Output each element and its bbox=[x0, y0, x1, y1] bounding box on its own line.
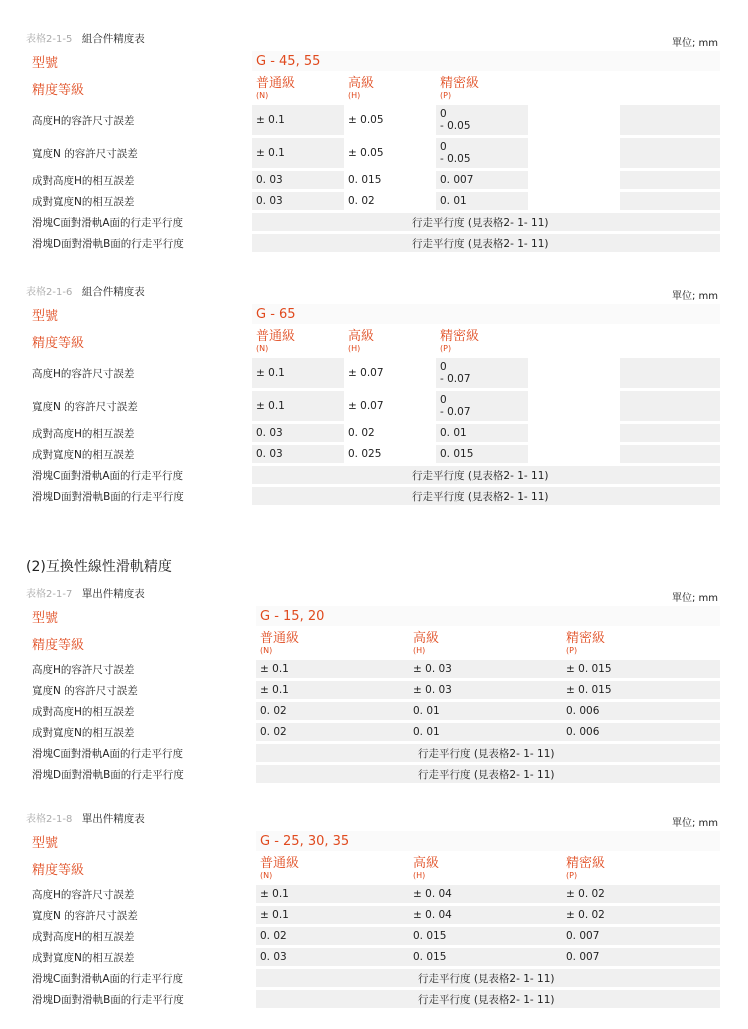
table-caption bbox=[26, 30, 720, 48]
table-row: 寬度N 的容許尺寸誤差 ± 0.1 ± 0. 04 ± 0. 02 bbox=[26, 906, 720, 924]
grade-label: 精度等級 bbox=[32, 82, 85, 98]
table-caption bbox=[26, 810, 720, 828]
table-row: 成對寬度N的相互誤差 0. 03 0. 02 0. 01 bbox=[26, 192, 720, 210]
precision-table bbox=[26, 828, 720, 1011]
unit-label: 單位; mm bbox=[671, 38, 718, 49]
table-row: 寬度N 的容許尺寸誤差 ± 0.1 ± 0. 03 ± 0. 015 bbox=[26, 681, 720, 699]
table-caption bbox=[26, 283, 720, 301]
table-title: 組合件精度表 bbox=[81, 286, 145, 298]
grade-precision: 精密級 (P) bbox=[566, 855, 606, 880]
table-row: 成對寬度N的相互誤差 0. 03 0. 025 0. 015 bbox=[26, 445, 720, 463]
table-row: 滑塊D面對滑軌B面的行走平行度 行走平行度 (見表格2- 1- 11) bbox=[26, 990, 720, 1008]
table-row: 滑塊D面對滑軌B面的行走平行度 行走平行度 (見表格2- 1- 11) bbox=[26, 487, 720, 505]
grade-row bbox=[26, 629, 720, 657]
table-2-1-7 bbox=[26, 585, 720, 786]
grade-label: 精度等級 bbox=[32, 637, 85, 653]
model-value: G - 65 bbox=[252, 304, 720, 324]
model-row bbox=[26, 606, 720, 626]
table-row: 滑塊C面對滑軌A面的行走平行度 行走平行度 (見表格2- 1- 11) bbox=[26, 213, 720, 231]
model-row bbox=[26, 304, 720, 324]
table-row: 滑塊D面對滑軌B面的行走平行度 行走平行度 (見表格2- 1- 11) bbox=[26, 765, 720, 783]
table-row: 成對高度H的相互誤差 0. 02 0. 015 0. 007 bbox=[26, 927, 720, 945]
grade-high: 高級 (H) bbox=[413, 630, 440, 655]
grade-high: 高級 (H) bbox=[348, 328, 375, 353]
table-number: 表格2-1-8 bbox=[26, 814, 73, 825]
precision-table bbox=[26, 301, 720, 508]
unit-label: 單位; mm bbox=[671, 291, 718, 302]
table-2-1-6 bbox=[26, 283, 720, 508]
grade-normal: 普通級 (N) bbox=[256, 75, 296, 100]
unit-label: 單位; mm bbox=[671, 818, 718, 829]
table-2-1-5 bbox=[26, 30, 720, 255]
table-row: 滑塊D面對滑軌B面的行走平行度 行走平行度 (見表格2- 1- 11) bbox=[26, 234, 720, 252]
table-title: 單出件精度表 bbox=[81, 588, 145, 600]
unit-label: 單位; mm bbox=[671, 593, 718, 604]
table-title: 單出件精度表 bbox=[81, 813, 145, 825]
precision-table bbox=[26, 48, 720, 255]
table-title: 組合件精度表 bbox=[81, 33, 145, 45]
table-row: 高度H的容許尺寸誤差 ± 0.1 ± 0.05 0 - 0.05 bbox=[26, 105, 720, 135]
table-row: 高度H的容許尺寸誤差 ± 0.1 ± 0. 04 ± 0. 02 bbox=[26, 885, 720, 903]
grade-high: 高級 (H) bbox=[348, 75, 375, 100]
table-row: 寬度N 的容許尺寸誤差 ± 0.1 ± 0.07 0 - 0.07 bbox=[26, 391, 720, 421]
grade-label: 精度等級 bbox=[32, 335, 85, 351]
table-row: 成對高度H的相互誤差 0. 03 0. 02 0. 01 bbox=[26, 424, 720, 442]
table-number: 表格2-1-7 bbox=[26, 589, 73, 600]
table-row: 滑塊C面對滑軌A面的行走平行度 行走平行度 (見表格2- 1- 11) bbox=[26, 969, 720, 987]
grade-row bbox=[26, 327, 720, 355]
table-caption bbox=[26, 585, 720, 603]
table-number: 表格2-1-6 bbox=[26, 287, 73, 298]
table-number: 表格2-1-5 bbox=[26, 34, 73, 45]
grade-precision: 精密級 (P) bbox=[566, 630, 606, 655]
grade-row bbox=[26, 74, 720, 102]
table-row: 高度H的容許尺寸誤差 ± 0.1 ± 0.07 0 - 0.07 bbox=[26, 358, 720, 388]
model-value: G - 25, 30, 35 bbox=[256, 831, 720, 851]
table-row: 成對高度H的相互誤差 0. 02 0. 01 0. 006 bbox=[26, 702, 720, 720]
model-label: 型號 bbox=[32, 55, 59, 71]
grade-label: 精度等級 bbox=[32, 862, 85, 878]
grade-normal: 普通級 (N) bbox=[256, 328, 296, 353]
grade-precision: 精密級 (P) bbox=[440, 75, 480, 100]
grade-high: 高級 (H) bbox=[413, 855, 440, 880]
table-row: 滑塊C面對滑軌A面的行走平行度 行走平行度 (見表格2- 1- 11) bbox=[26, 744, 720, 762]
table-row: 滑塊C面對滑軌A面的行走平行度 行走平行度 (見表格2- 1- 11) bbox=[26, 466, 720, 484]
model-value: G - 45, 55 bbox=[252, 51, 720, 71]
model-label: 型號 bbox=[32, 308, 59, 324]
model-label: 型號 bbox=[32, 835, 59, 851]
table-row: 成對寬度N的相互誤差 0. 03 0. 015 0. 007 bbox=[26, 948, 720, 966]
precision-table bbox=[26, 603, 720, 786]
table-row: 成對高度H的相互誤差 0. 03 0. 015 0. 007 bbox=[26, 171, 720, 189]
table-2-1-8 bbox=[26, 810, 720, 1011]
grade-row bbox=[26, 854, 720, 882]
table-row: 寬度N 的容許尺寸誤差 ± 0.1 ± 0.05 0 - 0.05 bbox=[26, 138, 720, 168]
model-row bbox=[26, 51, 720, 71]
table-row: 高度H的容許尺寸誤差 ± 0.1 ± 0. 03 ± 0. 015 bbox=[26, 660, 720, 678]
model-value: G - 15, 20 bbox=[256, 606, 720, 626]
grade-precision: 精密級 (P) bbox=[440, 328, 480, 353]
table-row: 成對寬度N的相互誤差 0. 02 0. 01 0. 006 bbox=[26, 723, 720, 741]
section-heading: (2)互換性線性滑軌精度 bbox=[26, 559, 172, 575]
grade-normal: 普通級 (N) bbox=[260, 630, 300, 655]
model-row bbox=[26, 831, 720, 851]
model-label: 型號 bbox=[32, 610, 59, 626]
grade-normal: 普通級 (N) bbox=[260, 855, 300, 880]
